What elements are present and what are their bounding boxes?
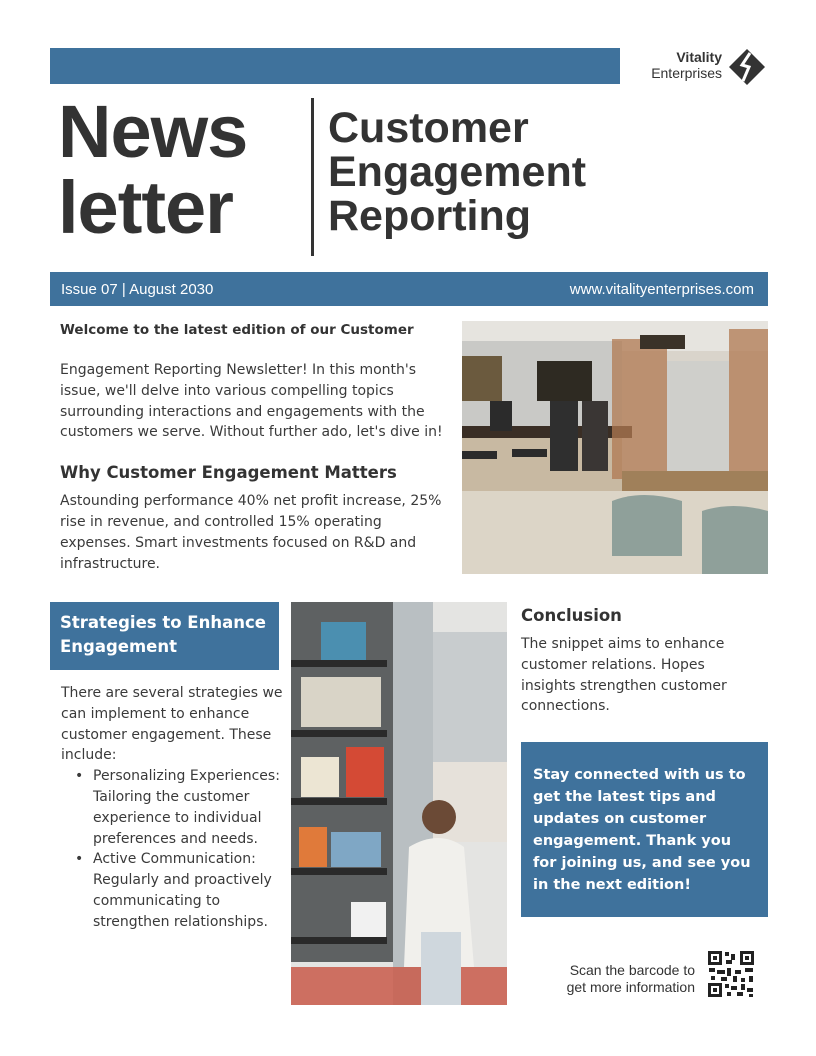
diamond-logo-icon	[728, 48, 766, 86]
brand-name: Vitality	[676, 49, 722, 65]
issue-date: Issue 07 | August 2030	[61, 280, 214, 298]
website-link[interactable]: www.vitalityenterprises.com	[569, 280, 754, 298]
scan-line-2: get more information	[566, 979, 695, 995]
title-line-2: letter	[58, 166, 233, 249]
title-divider	[311, 98, 314, 256]
header-accent-bar	[50, 48, 620, 84]
subtitle-line-1: Customer	[328, 104, 529, 152]
newsletter-title	[58, 90, 248, 249]
woman-reading-in-bookstore-photo	[291, 602, 507, 1005]
list-item: • Personalizing Experiences: Tailoring the customer experience to individual preferences and needs.	[61, 766, 283, 849]
strategies-section	[61, 683, 283, 933]
restaurant-bar-interior-photo	[462, 321, 768, 574]
subtitle-line-3: Reporting	[328, 192, 532, 240]
subtitle-line-2: Engagement	[328, 148, 587, 196]
scan-instructions	[540, 962, 695, 996]
conclusion-heading: Conclusion	[521, 606, 622, 625]
strategies-heading: Strategies to Enhance Engagement	[50, 602, 279, 670]
conclusion-body: The snippet aims to enhance customer relations. Hopes insights strengthen customer connections.	[521, 636, 727, 715]
why-body: Astounding performance 40% net profit increase, 25% rise in revenue, and controlled 15% operating expenses. Smart investments focused on R&D and infrastructure.	[60, 493, 442, 572]
newsletter-subtitle	[328, 106, 586, 238]
strategies-list	[61, 766, 283, 932]
qr-code-icon[interactable]	[707, 950, 755, 998]
brand-logo	[630, 48, 770, 88]
strategies-intro: There are several strategies we can implement to enhance customer engagement. These include:	[61, 685, 283, 764]
scan-line-1: Scan the barcode to	[569, 962, 695, 978]
title-line-1: News	[58, 90, 248, 173]
stay-connected-box: Stay connected with us to get the latest tips and updates on customer engagement. Thank you for joining us, and see you in the next edition!	[521, 742, 768, 917]
list-item: • Active Communication: Regularly and proactively communicating to strengthen relationships.	[61, 849, 283, 932]
brand-subname: Enterprises	[651, 65, 722, 81]
brand-logo-text	[651, 49, 722, 81]
why-heading: Why Customer Engagement Matters	[60, 463, 397, 483]
issue-bar	[50, 272, 768, 306]
conclusion-section	[521, 604, 761, 717]
intro-section	[60, 320, 445, 574]
intro-body: Engagement Reporting Newsletter! In this month's issue, we'll delve into various compelling topics surrounding interactions and engagements with the customers we serve. Without further ado, let's dive in!	[60, 362, 443, 441]
intro-lead: Welcome to the latest edition of our Customer	[60, 322, 414, 338]
